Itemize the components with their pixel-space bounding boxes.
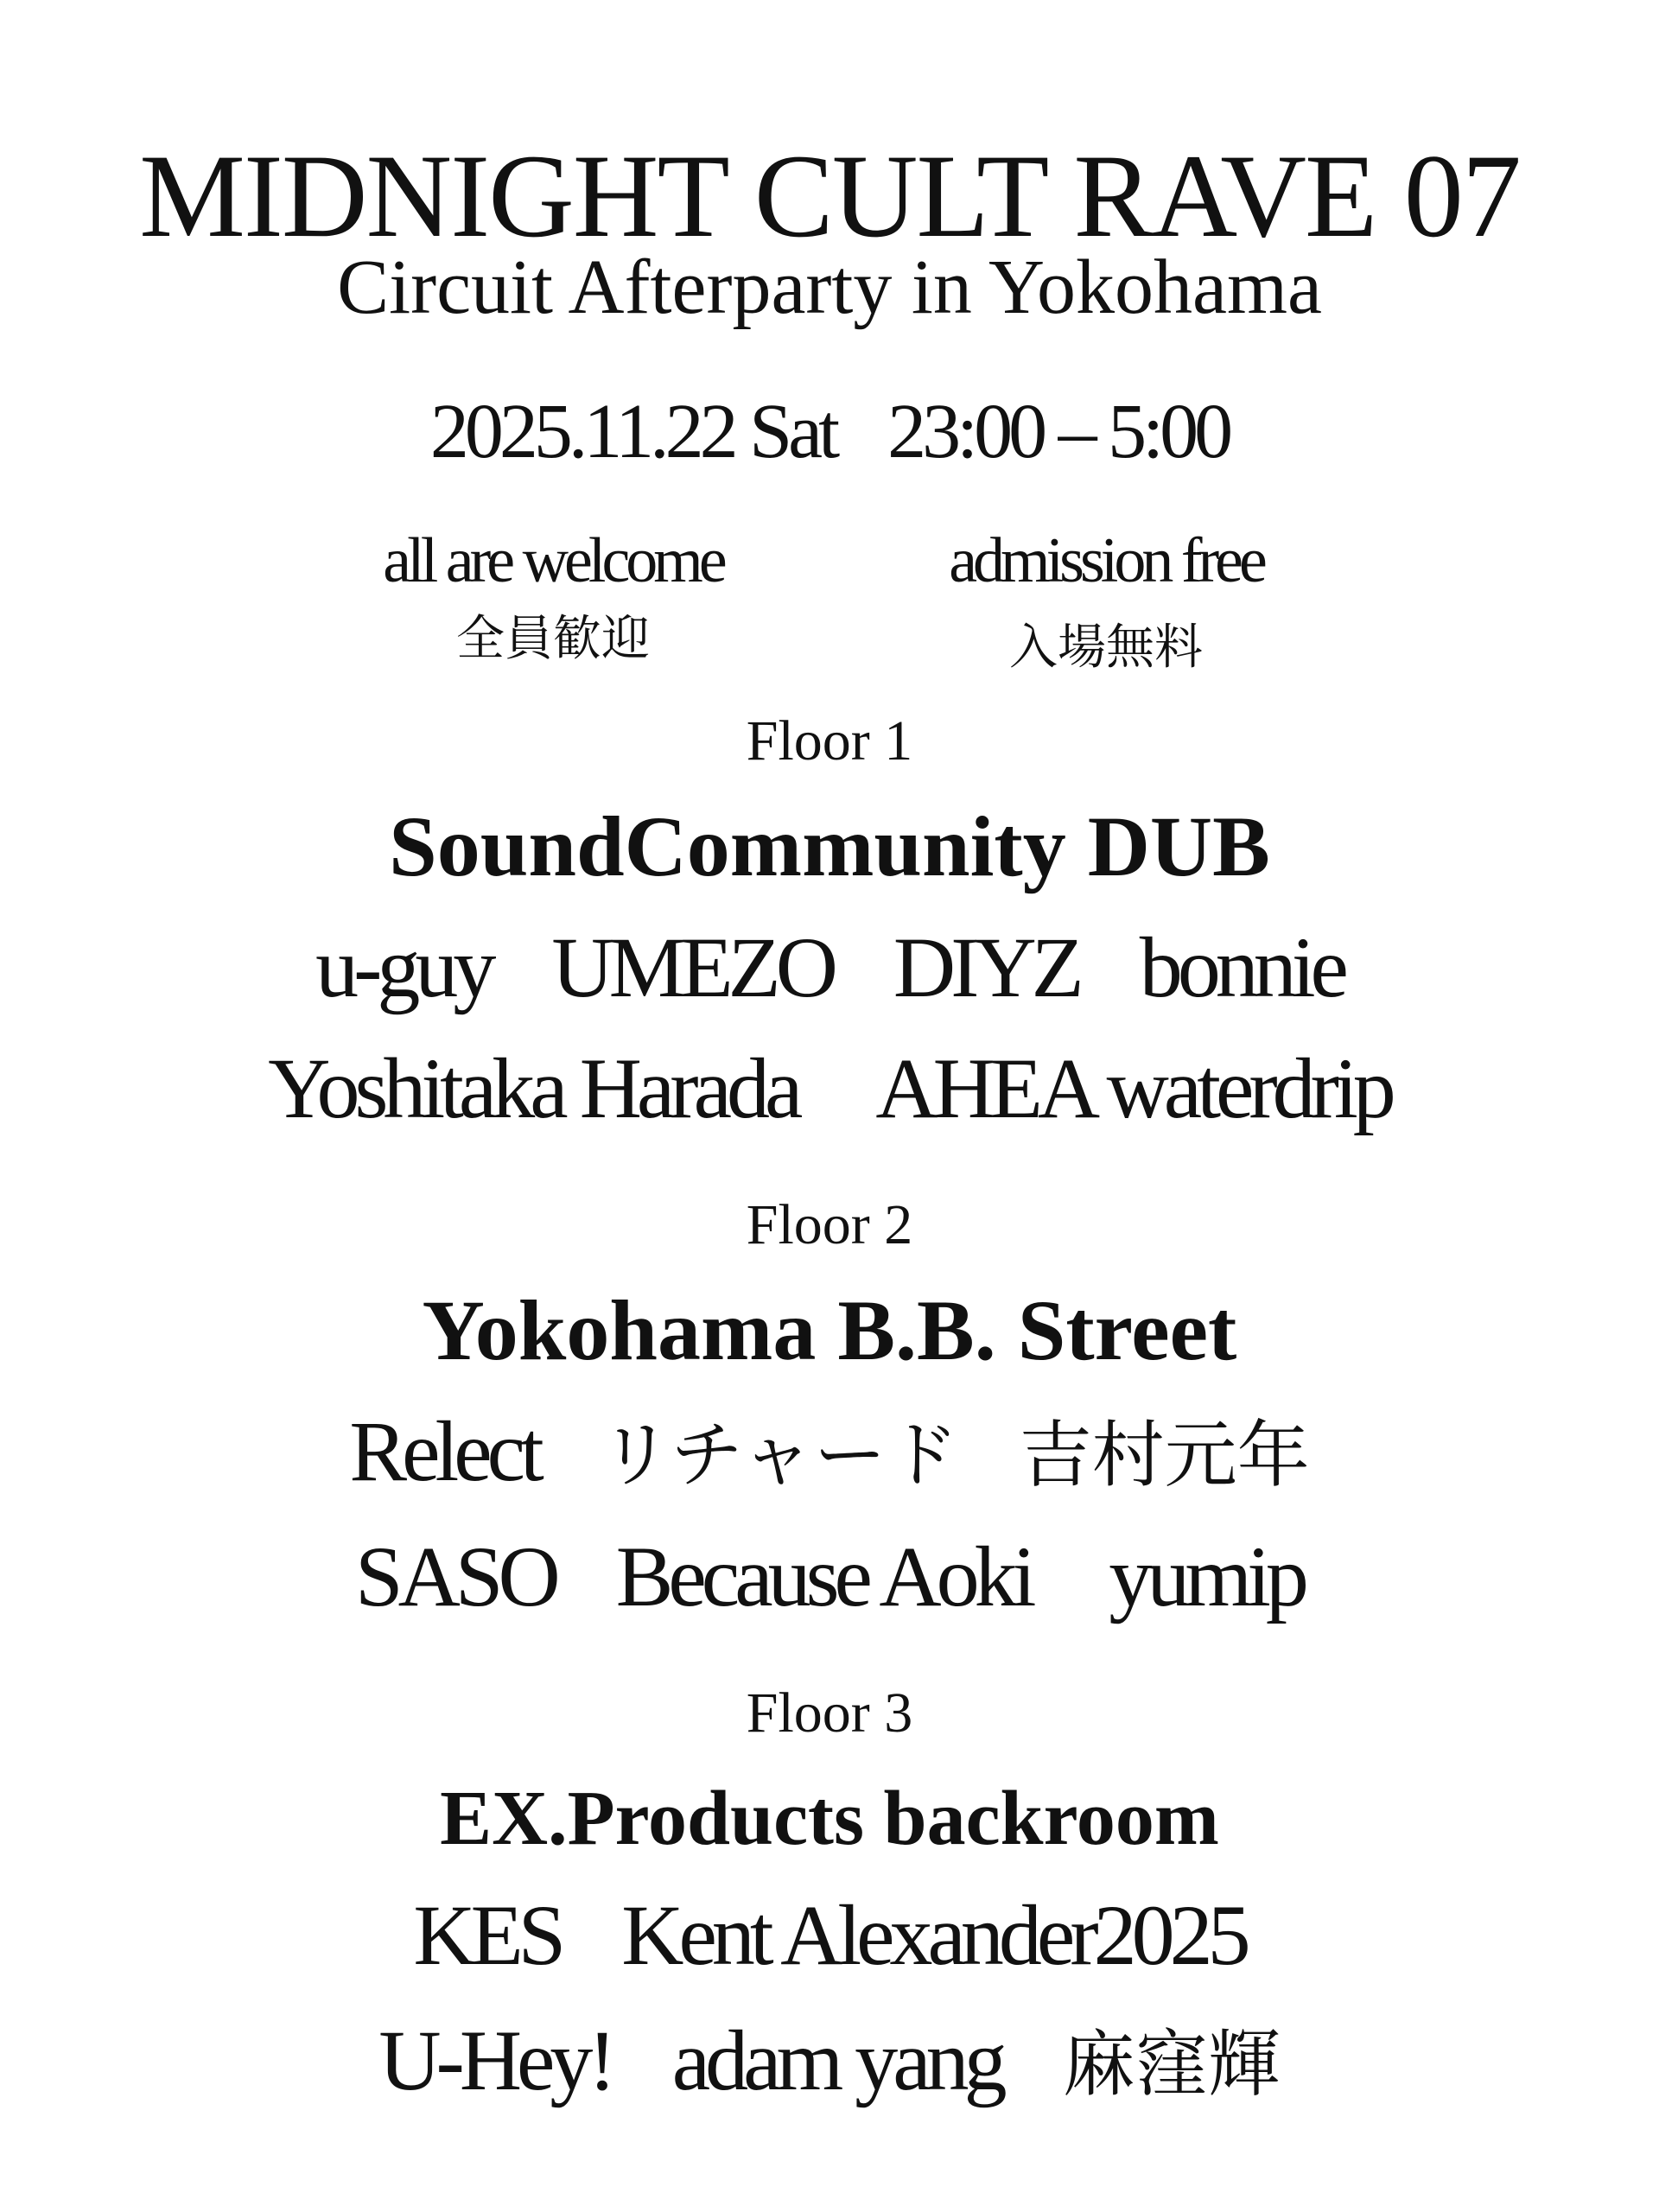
artist: Because Aoki xyxy=(615,1529,1032,1624)
artist: AHEA waterdrip xyxy=(875,1040,1391,1136)
artist: Kent Alexander2025 xyxy=(621,1887,1246,1983)
artist: KES xyxy=(413,1887,562,1983)
event-subtitle: Circuit Afterparty in Yokohama xyxy=(337,245,1322,330)
floor-1-artists-row-1 xyxy=(0,919,1659,1015)
artist: UMEZO xyxy=(551,919,833,1015)
artist: 吉村元年 xyxy=(1019,1413,1310,1497)
artist: U-Hey! xyxy=(378,2012,612,2108)
floor-2-artists-row-1 xyxy=(0,1403,1659,1499)
welcome-note-en: all are welcome xyxy=(383,525,723,596)
artist: DIYZ xyxy=(893,919,1079,1015)
floor-1-label: Floor 1 xyxy=(746,709,913,772)
artist: yumip xyxy=(1109,1529,1304,1624)
welcome-note-ja: 全員歓迎 xyxy=(456,611,650,667)
floor-3-artists-row-2 xyxy=(0,2012,1659,2108)
floor-2-label: Floor 2 xyxy=(746,1193,913,1256)
artist: Relect xyxy=(349,1403,539,1499)
event-time: 23:00 – 5:00 xyxy=(887,389,1230,474)
event-date: 2025.11.22 Sat xyxy=(429,389,836,474)
floor-1-artists-row-2 xyxy=(0,1040,1659,1136)
artist: 麻窪輝 xyxy=(1062,2022,1281,2107)
floor-2-artists-row-2 xyxy=(0,1529,1659,1624)
floor-1-name: SoundCommunity DUB xyxy=(389,798,1270,894)
event-datetime xyxy=(0,389,1659,474)
artist: SASO xyxy=(355,1529,556,1624)
artist: bonnie xyxy=(1139,919,1344,1015)
floor-3-label: Floor 3 xyxy=(746,1681,913,1745)
artist: u-guy xyxy=(315,919,492,1015)
floor-3-artists-row-1 xyxy=(0,1887,1659,1983)
artist: リチャード xyxy=(599,1413,959,1497)
event-title: MIDNIGHT CULT RAVE 07 xyxy=(139,130,1520,262)
floor-3-name: EX.Products backroom xyxy=(440,1776,1219,1861)
floor-2-name: Yokohama B.B. Street xyxy=(422,1282,1237,1378)
admission-note-ja: 入場無料 xyxy=(1009,620,1203,676)
artist: Yoshitaka Harada xyxy=(268,1040,798,1136)
admission-note-en: admission free xyxy=(949,525,1263,596)
artist: adam yang xyxy=(671,2012,1002,2108)
